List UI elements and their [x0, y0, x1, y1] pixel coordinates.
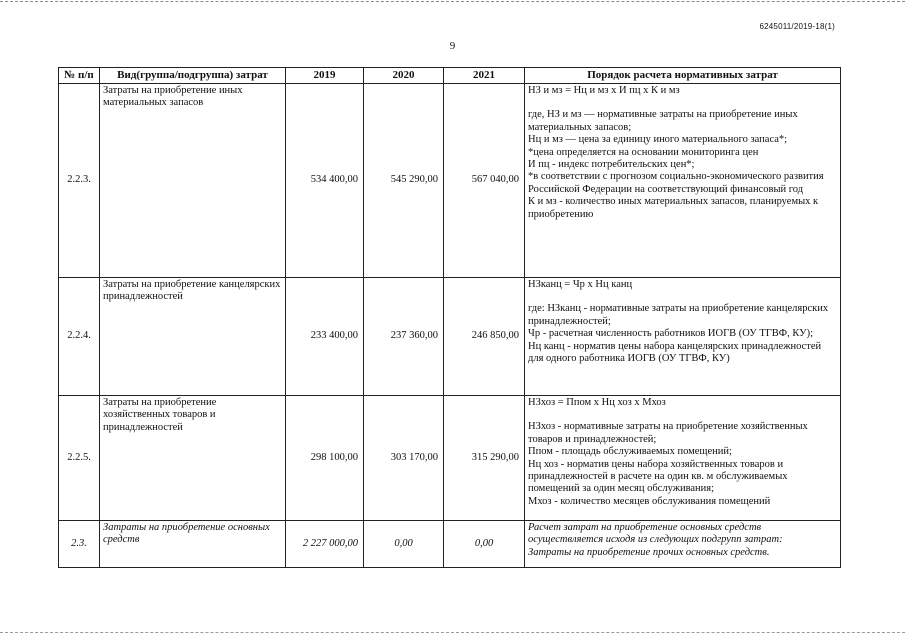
method-line: *цена определяется на основании мониторинга цен — [528, 146, 759, 158]
value-2019: 298 100,00 — [286, 396, 364, 521]
value-2020: 0,00 — [364, 521, 444, 568]
value-2021: 246 850,00 — [444, 278, 525, 396]
row-number: 2.2.4. — [59, 278, 100, 396]
method-cell — [525, 84, 841, 278]
method-line: *в соответствии с прогнозом социально-экономического развития Российской Федерации на соответствующий финансовый год — [528, 171, 824, 195]
header-2020: 2020 — [364, 68, 444, 84]
method-line: где: НЗканц - нормативные затраты на приобретение канцелярских принадлежностей; — [528, 303, 829, 327]
method-cell — [525, 278, 841, 396]
cost-type-cell: Затраты на приобретение канцелярских принадлежностей — [100, 278, 286, 396]
value-2021: 0,00 — [444, 521, 525, 568]
table-row — [59, 84, 841, 278]
method-line: Чр - расчетная численность работников ИОГВ (ОУ ТГВФ, КУ); — [528, 328, 813, 340]
method-line: Нц канц - норматив цены набора канцелярских принадлежностей для одного работника ИОГВ (ОУ ТГВФ, КУ) — [528, 340, 822, 365]
method-line: К и мз - количество иных материальных запасов, планируемых к приобретению — [528, 196, 819, 220]
value-2021: 567 040,00 — [444, 84, 525, 278]
value-2019: 233 400,00 — [286, 278, 364, 396]
method-cell — [525, 521, 841, 568]
cost-type-cell: Затраты на приобретение иных материальных запасов — [100, 84, 286, 278]
header-method: Порядок расчета нормативных затрат — [525, 68, 841, 84]
page-number: 9 — [449, 40, 456, 52]
method-line: Мхоз - количество месяцев обслуживания помещений — [528, 495, 771, 507]
cost-type-cell: Затраты на приобретение основных средств — [100, 521, 286, 568]
formula: НЗ и мз = Нц и мз х И пц х К и мз — [528, 85, 680, 96]
document-code: 6245011/2019-18(1) — [759, 22, 835, 31]
header-num: № п/п — [59, 68, 100, 84]
method-line: И пц - индекс потребительских цен*; — [528, 159, 695, 171]
header-2021: 2021 — [444, 68, 525, 84]
header-2019: 2019 — [286, 68, 364, 84]
method-line: Расчет затрат на приобретение основных средств осуществляется исходя из следующих подгрупп затрат: — [528, 522, 783, 546]
value-2019: 534 400,00 — [286, 84, 364, 278]
scan-edge-bottom — [0, 632, 905, 633]
value-2020: 303 170,00 — [364, 396, 444, 521]
row-number: 2.2.3. — [59, 84, 100, 278]
cost-type-cell: Затраты на приобретение хозяйственных товаров и принадлежностей — [100, 396, 286, 521]
table-row — [59, 396, 841, 521]
table-row — [59, 521, 841, 568]
row-number: 2.2.5. — [59, 396, 100, 521]
method-line: Нц и мз — цена за единицу иного материального запаса*; — [528, 134, 788, 146]
value-2019: 2 227 000,00 — [286, 521, 364, 568]
header-cost-type: Вид(группа/подгруппа) затрат — [100, 68, 286, 84]
method-line: где, НЗ и мз — нормативные затраты на приобретение иных материальных запасов; — [528, 109, 798, 133]
value-2021: 315 290,00 — [444, 396, 525, 521]
scan-edge-top — [0, 1, 905, 2]
method-line: Нц хоз - норматив цены набора хозяйственных товаров и принадлежностей в расчете на один кв. м обслуживаемых помещений за один месяц обслуживания; — [528, 458, 788, 495]
cost-table — [58, 67, 841, 568]
method-line: Ппом - площадь обслуживаемых помещений; — [528, 446, 732, 458]
value-2020: 237 360,00 — [364, 278, 444, 396]
formula: НЗканц = Чр х Нц канц — [528, 279, 633, 290]
formula: НЗхоз = Ппом х Нц хоз х Мхоз — [528, 397, 666, 408]
value-2020: 545 290,00 — [364, 84, 444, 278]
table-header-row — [59, 68, 841, 84]
method-line: Затраты на приобретение прочих основных средств. — [528, 546, 770, 558]
method-cell — [525, 396, 841, 521]
row-number: 2.3. — [59, 521, 100, 568]
table-row — [59, 278, 841, 396]
method-line: НЗхоз - нормативные затраты на приобретение хозяйственных товаров и принадлежностей; — [528, 421, 808, 445]
